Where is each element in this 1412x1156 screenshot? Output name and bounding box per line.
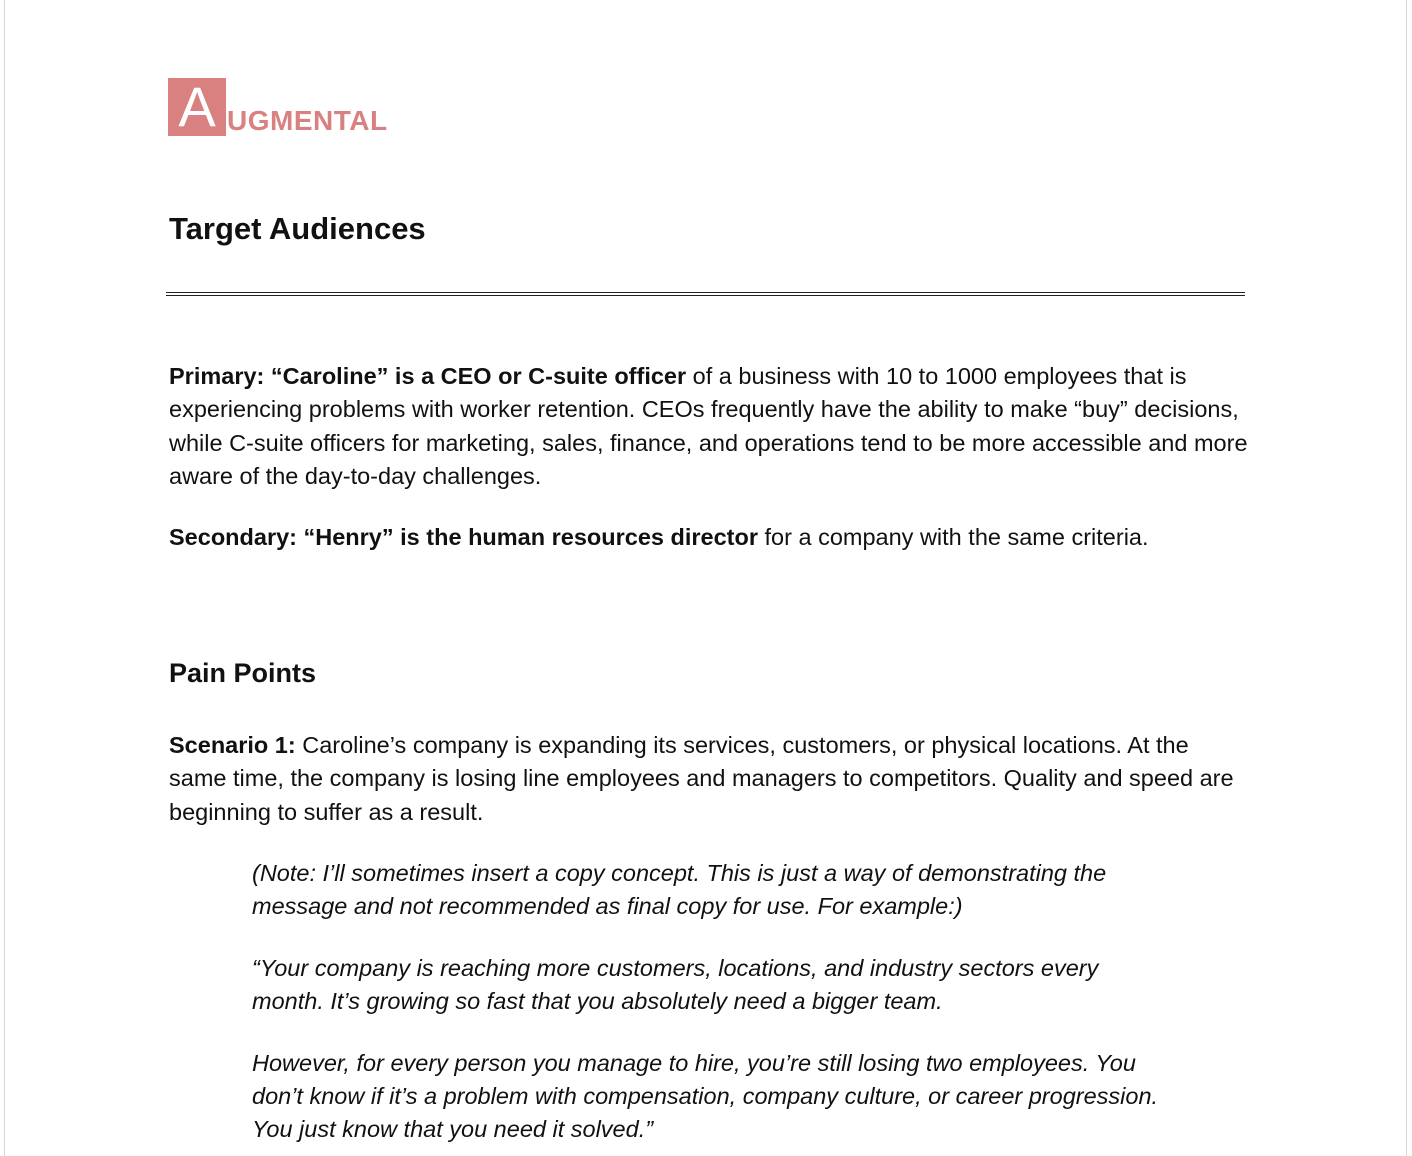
secondary-audience-paragraph (169, 521, 1249, 554)
logo-initial-box: A (168, 78, 226, 136)
scenario-1-paragraph (169, 729, 1241, 829)
primary-audience-text: of a business with 10 to 1000 employees that is experiencing problems with worker retention. CEOs frequently have the ability to make “buy” decisions, while C-suite officers for marketing, sales, finance, and operations tend to be more accessible and more aware of the day-to-day challenges. (169, 363, 1248, 489)
heading-pain-points: Pain Points (169, 658, 317, 688)
heading-target-audiences: Target Audiences (169, 211, 426, 246)
page-edge-right (1406, 0, 1407, 1156)
page-edge-left (4, 0, 5, 1156)
primary-audience-label: Primary: “Caroline” is a CEO or C-suite officer (169, 363, 687, 389)
copy-concept-note: (Note: I’ll sometimes insert a copy concept. This is just a way of demonstrating the message and not recommended as final copy for use. For example:) (252, 860, 1107, 919)
copy-concept-quote-1: “Your company is reaching more customers, locations, and industry sectors every month. It’s growing so fast that you absolutely need a bigger team. (252, 955, 1099, 1014)
secondary-audience-text: for a company with the same criteria. (758, 524, 1149, 550)
secondary-audience-label: Secondary: “Henry” is the human resources director (169, 524, 758, 550)
double-rule-divider (166, 292, 1245, 296)
logo-wordmark: UGMENTAL (227, 105, 388, 136)
scenario-1-text: Caroline’s company is expanding its services, customers, or physical locations. At the same time, the company is losing line employees and managers to competitors. Quality and speed are beginning to suffer as a result. (169, 732, 1234, 825)
primary-audience-paragraph (169, 360, 1249, 493)
scenario-1-label: Scenario 1: (169, 732, 296, 758)
copy-concept-quote-2: However, for every person you manage to hire, you’re still losing two employees. You don’t know if it’s a problem with compensation, company culture, or career progression. You just know that you need it solved.” (252, 1050, 1159, 1142)
augmental-logo (168, 78, 388, 136)
